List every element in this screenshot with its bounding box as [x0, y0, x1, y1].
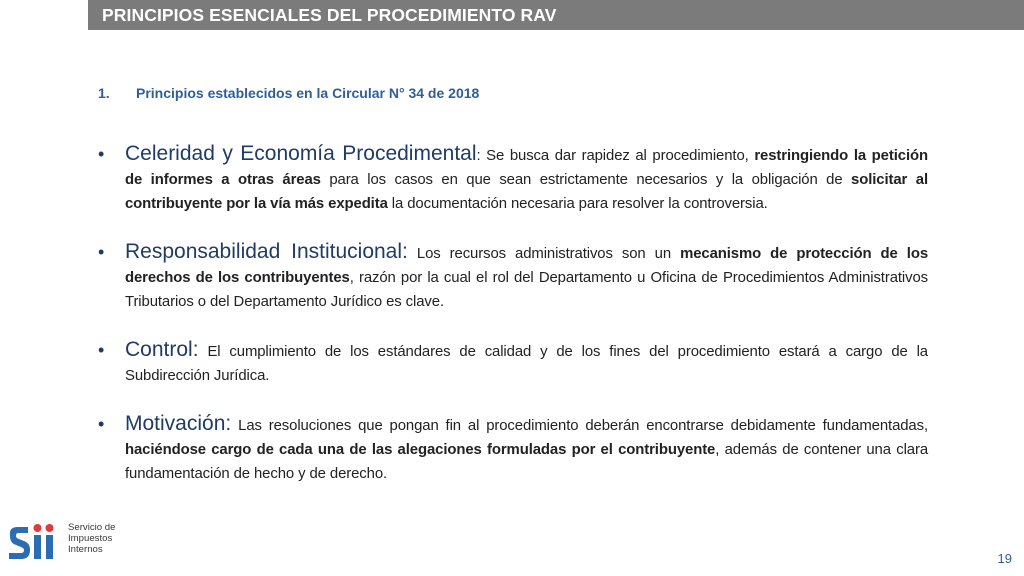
principle-text: El cumplimiento de los estándares de calidad y de los fines del procedimiento estará a cargo de la Subdirección Jurídica.: [125, 344, 928, 384]
bullet-dot-icon: •: [98, 144, 105, 164]
principle-emphasis: mecanismo de protección de los derechos de los contribuyentes: [125, 246, 928, 286]
principle-term: Celeridad y Economía Procedimental: [125, 142, 477, 165]
principle-text: Los recursos administrativos son un: [407, 246, 681, 262]
principle-term: Responsabilidad Institucional:: [125, 240, 408, 263]
principle-term: Control:: [125, 338, 199, 361]
slide-title: PRINCIPIOS ESENCIALES DEL PROCEDIMIENTO RAV: [102, 5, 557, 25]
logo-wordmark: [68, 522, 115, 555]
principle-term: Motivación:: [125, 412, 232, 435]
subtitle-text: Principios establecidos en la Circular N° 34 de 2018: [136, 85, 480, 101]
principle-emphasis: restringiendo la petición de informes a otras áreas: [125, 148, 928, 188]
subtitle-number: 1.: [98, 85, 110, 101]
principle-emphasis: solicitar al contribuyente por la vía más expedita: [125, 172, 928, 212]
principle-text: , además de contener una clara fundamentación de hecho y de derecho.: [125, 442, 929, 482]
logo-line: Impuestos: [68, 533, 113, 544]
section-subtitle: [98, 85, 479, 101]
sii-logo: [6, 519, 146, 569]
principle-control: [98, 338, 928, 388]
principles-list: [98, 142, 928, 510]
principle-text: : Se busca dar rapidez al procedimiento,: [476, 148, 755, 164]
principle-emphasis: haciéndose cargo de cada una de las alegaciones formuladas por el contribuyente: [125, 442, 716, 458]
principle-text: Las resoluciones que pongan fin al procedimiento deberán encontrarse debidamente fundamentadas,: [231, 418, 928, 434]
logo-line: Internos: [68, 544, 103, 555]
principle-text: , razón por la cual el rol del Departamento u Oficina de Procedimientos Administrativos Tributarios o del Departamento Jurídico es clave.: [125, 270, 929, 310]
logo-line: Servicio de: [68, 522, 116, 533]
principle-responsabilidad: [98, 240, 928, 314]
principle-text: para los casos en que sean estrictamente necesarios y la obligación de: [320, 172, 852, 188]
page-number: 19: [997, 551, 1012, 566]
header-bar: [88, 0, 1024, 30]
bullet-dot-icon: •: [98, 242, 105, 262]
principle-celeridad: [98, 142, 928, 216]
principle-text: la documentación necesaria para resolver la controversia.: [387, 196, 768, 212]
bullet-dot-icon: •: [98, 340, 105, 360]
principle-motivacion: [98, 412, 928, 486]
bullet-dot-icon: •: [98, 414, 105, 434]
sii-logo-mark-icon: [6, 519, 64, 569]
